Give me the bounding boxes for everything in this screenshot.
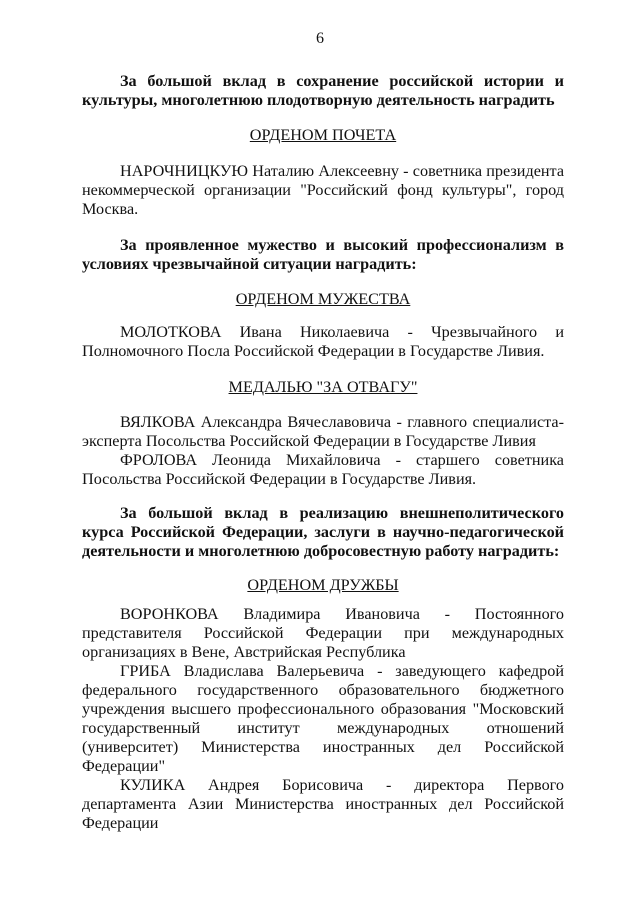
award-recipients [82, 323, 564, 361]
award-title: ОРДЕНОМ МУЖЕСТВА [235, 290, 411, 308]
section-intro: За большой вклад в сохранение российской истории и культуры, многолетнюю плодотворную деятельность наградить [82, 72, 564, 109]
recipient-entry: КУЛИКА Андрея Борисовича - директора Первого департамента Азии Министерства иностранных дел Российской Федерации [82, 776, 564, 832]
award-recipients [82, 605, 564, 833]
award-title: ОРДЕНОМ ДРУЖБЫ [247, 576, 399, 594]
recipient-entry: ВОРОНКОВА Владимира Ивановича - Постоянного представителя Российской Федерации при международных организациях в Вене, Австрийская Республика [82, 605, 564, 661]
recipient-entry: НАРОЧНИЦКУЮ Наталию Алексеевну - советника президента некоммерческой организации "Российский фонд культуры", город Москва. [82, 162, 564, 218]
section-intro: За большой вклад в реализацию внешнеполитического курса Российской Федерации, заслуги в научно-педагогической деятельности и многолетнюю добросовестную работу наградить: [82, 504, 564, 560]
page-number: 6 [316, 30, 324, 47]
recipient-entry: ВЯЛКОВА Александра Вячеславовича - главного специалиста-эксперта Посольства Российской Федерации в Государстве Ливия [82, 413, 564, 450]
award-recipients [82, 413, 564, 489]
section-intro: За проявленное мужество и высокий профессионализм в условиях чрезвычайной ситуации наградить: [82, 236, 564, 273]
award-title: ОРДЕНОМ ПОЧЕТА [249, 126, 397, 144]
award-title: МЕДАЛЬЮ "ЗА ОТВАГУ" [228, 378, 418, 396]
award-recipients [82, 162, 564, 219]
recipient-entry: ГРИБА Владислава Валерьевича - заведующего кафедрой федерального государственного образовательного бюджетного учреждения высшего профессионального образования "Московский государственный институт международных отношений (университет) Министерства иностранных дел Российской Федерации" [82, 662, 564, 775]
recipient-entry: ФРОЛОВА Леонида Михайловича - старшего советника Посольства Российской Федерации в Государстве Ливия. [82, 451, 564, 488]
recipient-entry: МОЛОТКОВА Ивана Николаевича - Чрезвычайного и Полномочного Посла Российской Федерации в Государстве Ливия. [82, 323, 564, 360]
